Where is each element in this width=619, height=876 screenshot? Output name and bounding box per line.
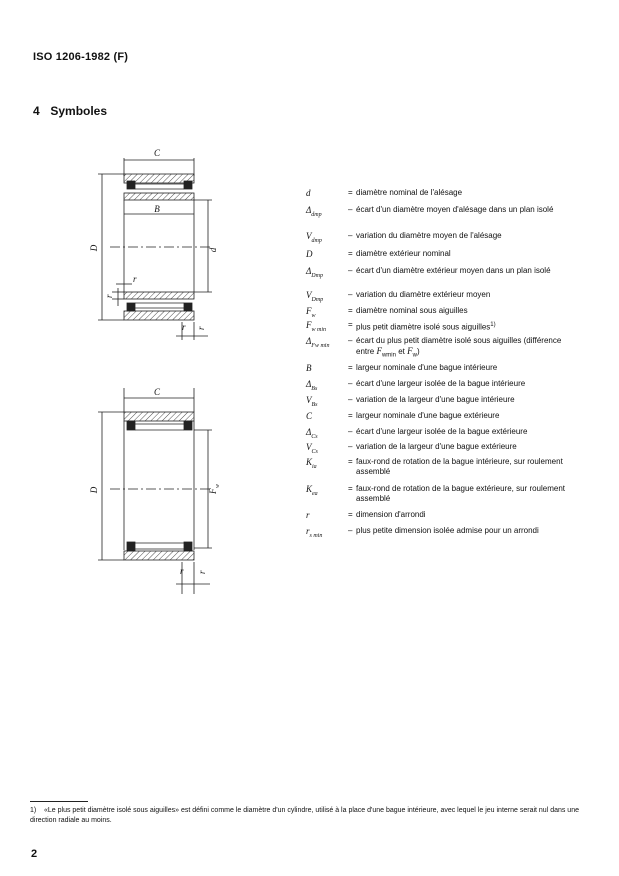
symbol xyxy=(306,484,346,499)
cup-top xyxy=(124,412,194,421)
symbol-description xyxy=(356,510,580,520)
symbol-operator: – xyxy=(348,526,353,535)
symbol-description-text: plus petite dimension isolée admise pour un arrondi xyxy=(356,526,539,535)
symbol-operator: – xyxy=(348,442,353,451)
fig1-label-r-left: r xyxy=(104,294,114,298)
fig1-label-C: C xyxy=(153,148,161,158)
symbol-description xyxy=(356,442,580,452)
symbol-description-text: variation du diamètre extérieur moyen xyxy=(356,290,491,299)
symbol-description xyxy=(356,306,580,316)
symbol xyxy=(306,249,346,259)
symbol-description-text: plus petit diamètre isolé sous aiguilles xyxy=(356,322,491,332)
symbol xyxy=(306,379,346,394)
footnote-text: «Le plus petit diamètre isolé sous aiguilles» est défini comme le diamètre d'un cylindre, utilisé à la place d'une bague intérieure, avec lequel le jeu interne serait nul dans une direction radiale au moins. xyxy=(30,807,579,824)
symbol-letter: d xyxy=(306,188,311,198)
symbol-operator: = xyxy=(348,363,353,372)
fig1-label-D: D xyxy=(89,244,99,252)
section-title: Symboles xyxy=(50,104,108,118)
symbol-operator: = xyxy=(348,320,353,329)
symbol-subscript: w xyxy=(311,312,316,319)
symbol-letter: Δ xyxy=(306,336,312,346)
symbol-subscript: Dmp xyxy=(311,272,323,279)
symbol-letter: r xyxy=(306,510,310,520)
inner-ring-top xyxy=(124,193,194,200)
symbol-letter: B xyxy=(306,363,312,373)
fig2-label-r-bottom-2: r xyxy=(197,570,207,574)
symbol-operator: = xyxy=(348,188,353,197)
symbol-subscript: dmp xyxy=(311,211,322,218)
symbol xyxy=(306,427,346,442)
symbol-letter: Δ xyxy=(306,266,312,276)
symbol-subscript: Fw min xyxy=(311,342,330,349)
fig1-label-r-inner: r xyxy=(133,274,137,284)
section-number: 4 xyxy=(33,104,40,118)
symbol-subscript: w min xyxy=(311,326,327,333)
symbol-operator: – xyxy=(348,336,353,345)
symbol-description xyxy=(356,266,580,276)
symbol-description xyxy=(356,231,580,241)
symbol-description xyxy=(356,290,580,300)
symbol-operator: – xyxy=(348,379,353,388)
symbol xyxy=(306,411,346,421)
symbol-letter: K xyxy=(306,484,313,494)
symbol-operator: – xyxy=(348,231,353,240)
symbol-description-text: dimension d'arrondi xyxy=(356,510,426,519)
symbol xyxy=(306,526,346,541)
symbol-operator: = xyxy=(348,306,353,315)
symbol-operator: = xyxy=(348,249,353,258)
symbol xyxy=(306,395,346,410)
needle2-bottom-left xyxy=(127,542,135,551)
symbol-description-text: largeur nominale d'une bague intérieure xyxy=(356,363,498,372)
symbol-operator: = xyxy=(348,457,353,466)
cup-bottom xyxy=(124,551,194,560)
needle-top-left xyxy=(127,181,135,189)
footnote xyxy=(30,806,600,826)
symbol-description-text: variation de la largeur d'une bague intérieure xyxy=(356,395,515,404)
symbol-letter: V xyxy=(306,231,312,241)
symbol-subscript: Bs xyxy=(311,385,318,392)
footnote-ref: 1) xyxy=(490,322,496,328)
symbol xyxy=(306,336,346,351)
footnote-number: 1) xyxy=(30,807,37,814)
needle2-top-left xyxy=(127,421,135,430)
symbol-operator: – xyxy=(348,290,353,299)
description-inline-desc-tail-sub: wmin xyxy=(381,352,396,359)
description-inline-desc-tail-end: ) xyxy=(416,347,420,356)
symbol xyxy=(306,290,346,305)
symbol-description-text: écart du plus petit diamètre isolé sous aiguilles (différence entre xyxy=(356,336,562,356)
symbol-letter: V xyxy=(306,442,312,452)
symbol-description-text: faux-rond de rotation de la bague extérieure, sur roulement assemblé xyxy=(356,484,566,503)
symbol-description-text: faux-rond de rotation de la bague intérieure, sur roulement assemblé xyxy=(356,457,563,476)
description-inline-desc-tail-mid: et xyxy=(395,347,408,356)
symbol-letter: V xyxy=(306,395,312,405)
symbol-description xyxy=(356,205,580,215)
symbol xyxy=(306,510,346,520)
figure-2 xyxy=(98,388,212,594)
symbol-description xyxy=(356,484,580,504)
symbol-description-text: écart d'un diamètre moyen d'alésage dans un plan isolé xyxy=(356,205,554,214)
symbol-description xyxy=(356,411,580,421)
needle2-top-right xyxy=(184,421,192,430)
symbol-operator: = xyxy=(348,484,353,493)
symbol xyxy=(306,231,346,246)
symbol-operator: = xyxy=(348,411,353,420)
symbol-letter: r xyxy=(306,526,310,536)
needle-bottom-left xyxy=(127,303,135,311)
symbol-letter: Δ xyxy=(306,379,312,389)
fig1-label-r-bottom-2: r xyxy=(196,326,206,330)
figure-1 xyxy=(98,158,212,340)
symbol-letter: Δ xyxy=(306,427,312,437)
symbol-description xyxy=(356,457,580,477)
footnote-rule xyxy=(30,801,88,802)
symbol-subscript: ia xyxy=(312,463,317,470)
symbol-operator: – xyxy=(348,205,353,214)
symbol xyxy=(306,320,346,335)
symbol-description-text: diamètre extérieur nominal xyxy=(356,249,451,258)
symbol-subscript: dmp xyxy=(311,237,322,244)
symbol-operator: = xyxy=(348,510,353,519)
symbol-letter: V xyxy=(306,290,312,300)
needle-bottom-right xyxy=(184,303,192,311)
symbol-letter: D xyxy=(306,249,313,259)
symbol-letter: Δ xyxy=(306,205,312,215)
symbol-description-text: diamètre nominal sous aiguilles xyxy=(356,306,468,315)
symbol-letter: C xyxy=(306,411,313,421)
fig2-label-Fw: F xyxy=(208,488,218,494)
description-inline-desc-tail-sym2: F xyxy=(407,346,413,356)
symbol xyxy=(306,266,346,281)
outer-ring-bottom xyxy=(124,311,194,320)
symbol-subscript: Dmp xyxy=(311,296,324,303)
symbol-description-text: largeur nominale d'une bague extérieure xyxy=(356,411,500,420)
fig2-label-C: C xyxy=(153,387,161,397)
symbol-description xyxy=(356,188,580,198)
symbol-description xyxy=(356,363,580,373)
fig2-label-r-bottom-1: r xyxy=(180,566,184,576)
symbol-description xyxy=(356,526,580,536)
symbol xyxy=(306,306,346,321)
symbol-description xyxy=(356,336,580,361)
symbol xyxy=(306,442,346,457)
symbol xyxy=(306,363,346,373)
fig1-label-B: B xyxy=(154,204,160,214)
symbol-subscript: Bs xyxy=(311,401,318,408)
symbol-description-text: variation du diamètre moyen de l'alésage xyxy=(356,231,502,240)
symbol-description xyxy=(356,395,580,405)
symbol-description xyxy=(356,320,580,333)
description-inline-desc-tail-sym: F xyxy=(376,346,382,356)
description-inline-desc-tail-sub2: w xyxy=(412,352,417,359)
needle-top-right xyxy=(184,181,192,189)
symbol-description-text: écart d'une largeur isolée de la bague intérieure xyxy=(356,379,526,388)
symbol xyxy=(306,457,346,472)
fig2-label-D: D xyxy=(89,486,99,494)
symbol xyxy=(306,188,346,198)
inner-ring-bottom xyxy=(124,292,194,299)
page-number: 2 xyxy=(31,848,38,860)
symbol-operator: – xyxy=(348,395,353,404)
symbol-letter: F xyxy=(306,306,312,316)
symbol-description xyxy=(356,379,580,389)
document-header: ISO 1206-1982 (F) xyxy=(33,51,129,63)
symbol-description-text: écart d'une largeur isolée de la bague extérieure xyxy=(356,427,528,436)
symbol-subscript: Cs xyxy=(311,433,318,440)
symbol-description xyxy=(356,427,580,437)
fig1-label-r-bottom-1: r xyxy=(182,322,186,332)
symbol-description xyxy=(356,249,580,259)
fig1-label-d: d xyxy=(208,247,218,253)
symbol-subscript: Cs xyxy=(311,448,318,455)
fig2-label-Fw-sub: w xyxy=(215,483,221,488)
symbol-letter: K xyxy=(306,457,313,467)
symbol xyxy=(306,205,346,220)
symbol-description-text: diamètre nominal de l'alésage xyxy=(356,188,463,197)
symbol-subscript: ea xyxy=(312,490,318,497)
symbol-letter: F xyxy=(306,320,312,330)
symbol-description-text: variation de la largeur d'une bague extérieure xyxy=(356,442,517,451)
needle2-bottom-right xyxy=(184,542,192,551)
symbol-description-text: écart d'un diamètre extérieur moyen dans un plan isolé xyxy=(356,266,551,275)
symbol-operator: – xyxy=(348,427,353,436)
symbol-operator: – xyxy=(348,266,353,275)
symbol-subscript: s min xyxy=(309,532,323,539)
